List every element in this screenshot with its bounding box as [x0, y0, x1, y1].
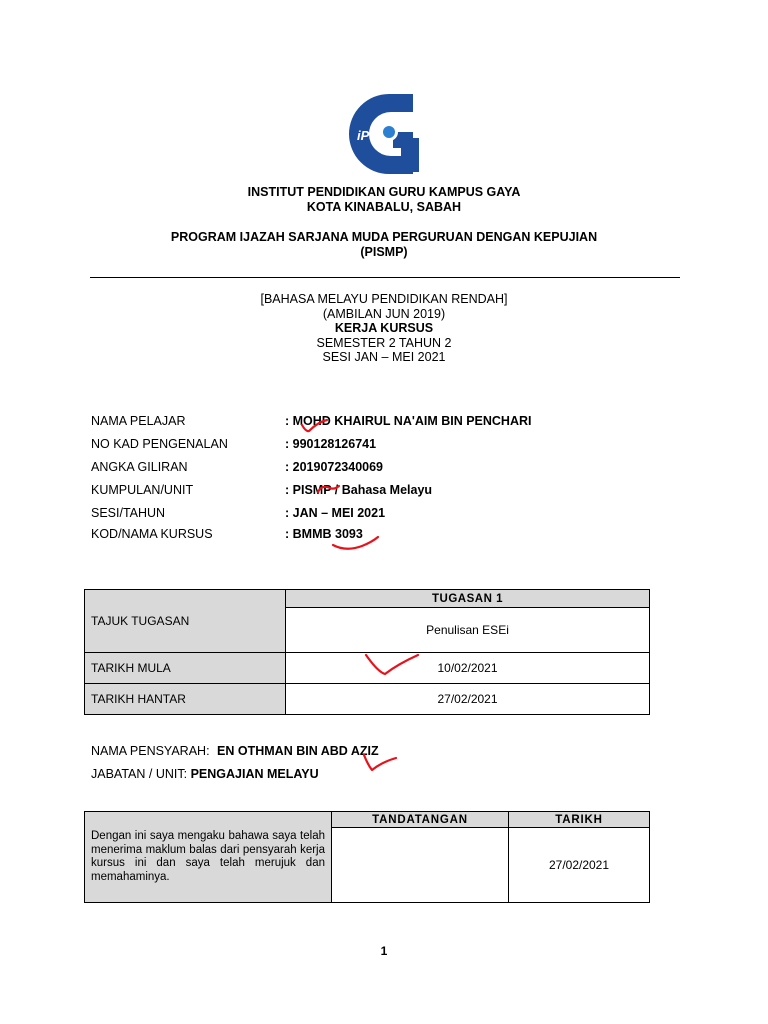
- due-date-value: 27/02/2021: [286, 684, 650, 715]
- start-date-label: TARIKH MULA: [85, 653, 286, 684]
- divider: [90, 277, 680, 278]
- lecturer-department: JABATAN / UNIT: PENGAJIAN MELAYU: [91, 767, 319, 781]
- program-name: PROGRAM IJAZAH SARJANA MUDA PERGURUAN DENGAN KEPUJIAN (PISMP): [170, 230, 598, 259]
- assignment-title-label: TAJUK TUGASAN: [85, 590, 286, 653]
- signature-cell: [332, 828, 509, 903]
- course-intake: (AMBILAN JUN 2019): [322, 306, 446, 321]
- course-block: [0, 292, 768, 365]
- page-number: 1: [380, 944, 388, 958]
- course-semester: SEMESTER 2 TAHUN 2: [316, 335, 452, 350]
- logo-text: iPG: [357, 128, 380, 143]
- course-subject: [BAHASA MELAYU PENDIDIKAN RENDAH]: [260, 292, 508, 306]
- acknowledgement-table: [84, 811, 650, 903]
- assignment-title-value: Penulisan ESEi: [286, 608, 650, 653]
- acknowledgement-date: 27/02/2021: [509, 828, 650, 903]
- start-date-value: 10/02/2021: [286, 653, 650, 684]
- assignment-table: [84, 589, 650, 715]
- signature-header: TANDATANGAN: [332, 812, 509, 828]
- declaration-text: Dengan ini saya mengaku bahawa saya telah menerima maklum balas dari pensyarah kerja kursus ini dan saya telah merujuk dan memahaminya.: [85, 812, 332, 903]
- course-session: SESI JAN – MEI 2021: [322, 350, 446, 364]
- date-header: TARIKH: [509, 812, 650, 828]
- ipg-logo: [345, 92, 425, 176]
- due-date-label: TARIKH HANTAR: [85, 684, 286, 715]
- lecturer-name: NAMA PENSYARAH: EN OTHMAN BIN ABD AZIZ: [91, 744, 379, 758]
- institution-name: INSTITUT PENDIDIKAN GURU KAMPUS GAYA KOTA KINABALU, SABAH: [247, 185, 521, 214]
- assignment-header: TUGASAN 1: [286, 590, 650, 608]
- course-type: KERJA KURSUS: [334, 321, 434, 335]
